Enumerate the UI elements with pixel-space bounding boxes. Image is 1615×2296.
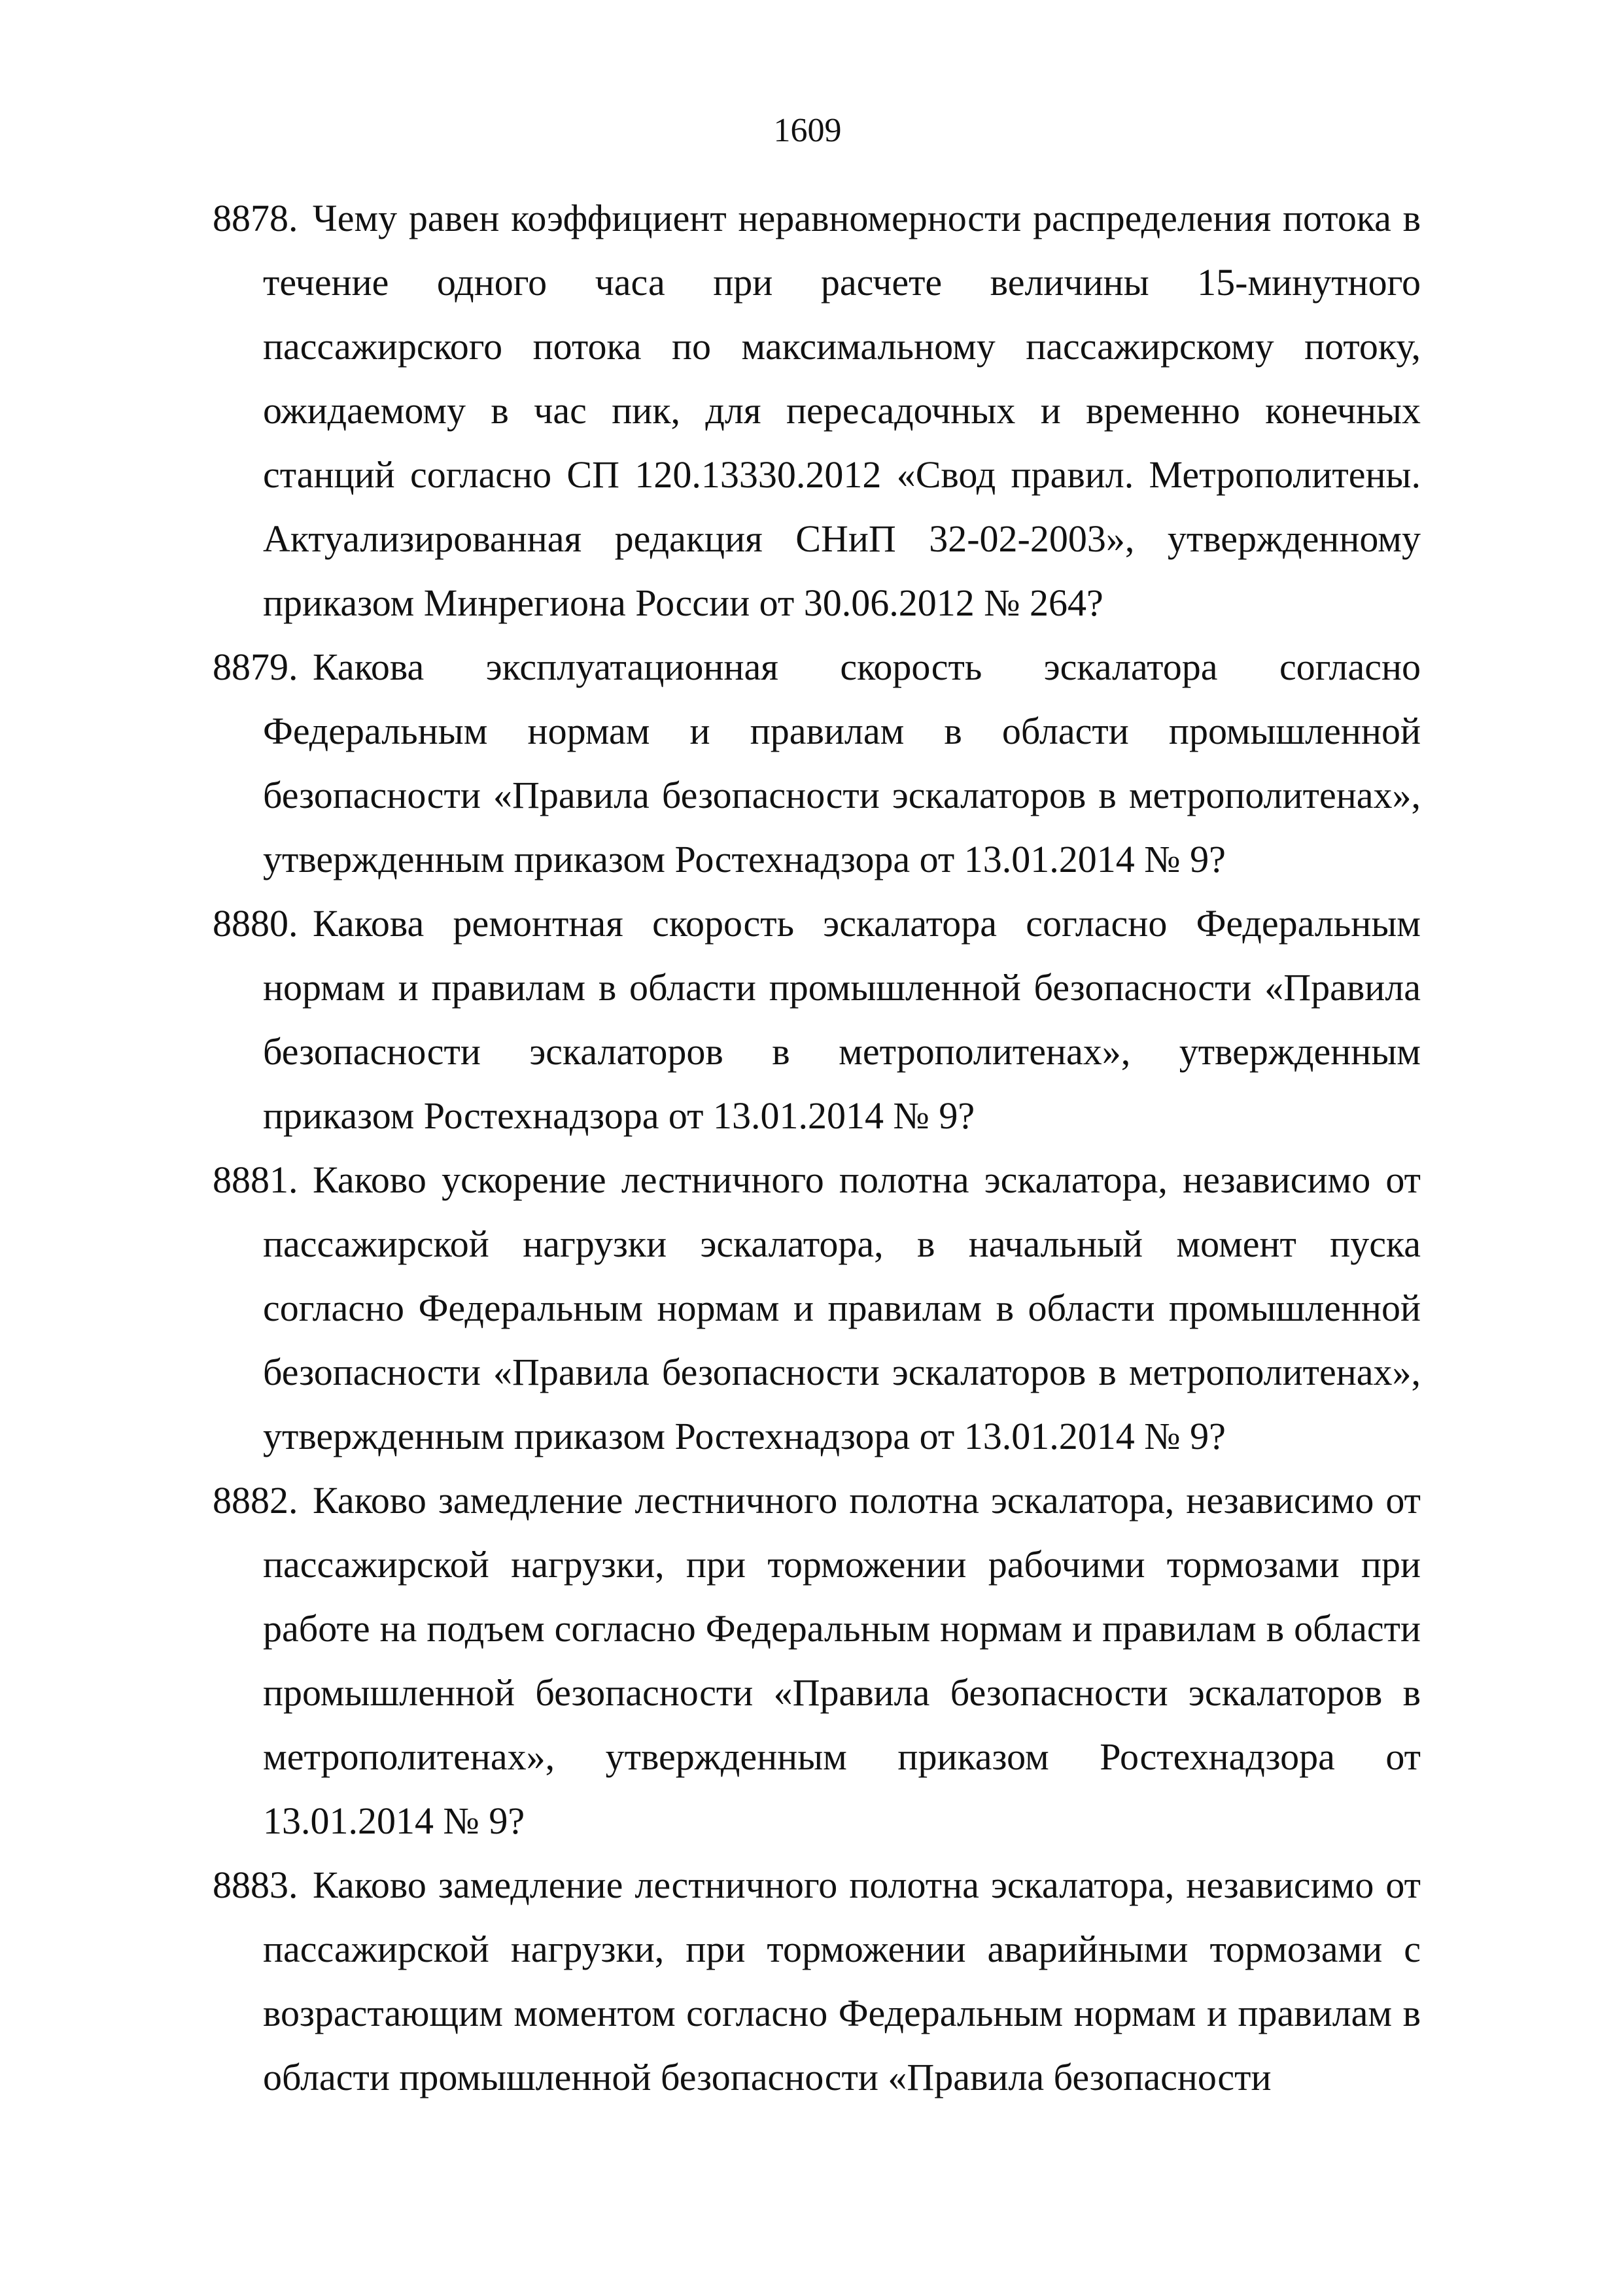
page-number: 1609 — [773, 112, 842, 149]
question-text: Чему равен коэффициент неравномерности распределения потока в течение одного часа при расчете величины 15-минутного пассажирского потока по максимальному пассажирскому потоку, ожидаемому в час пик, для пересадочных и временно конечных станций согласно СП 120.13330.2012 «Свод правил. Метрополитены. Актуализированная редакция СНиП 32-02-2003», утвержденному приказом Минрегиона России от 30.06.2012 № 264? — [263, 197, 1421, 624]
question-number: 8878. — [213, 197, 298, 239]
question-text: Каково замедление лестничного полотна эскалатора, независимо от пассажирской нагрузки, при торможении аварийными тормозами с возрастающим моментом согласно Федеральным нормам и правилам в области промышленной безопасности «Правила безопасности — [263, 1864, 1421, 2098]
question-number: 8881. — [213, 1158, 298, 1201]
question-item-8879 — [0, 635, 1615, 892]
question-number: 8882. — [213, 1479, 298, 1522]
question-list — [0, 186, 1615, 2110]
question-item-8880 — [0, 892, 1615, 1148]
question-item-8882 — [0, 1469, 1615, 1853]
question-text: Какова эксплуатационная скорость эскалатора согласно Федеральным нормам и правилам в области промышленной безопасности «Правила безопасности эскалаторов в метрополитенах», утвержденным приказом Ростехнадзора от 13.01.2014 № 9? — [263, 646, 1421, 880]
question-number: 8879. — [213, 646, 298, 688]
question-item-8881 — [0, 1148, 1615, 1469]
question-item-8883 — [0, 1853, 1615, 2110]
question-number: 8880. — [213, 902, 298, 945]
question-item-8878 — [0, 186, 1615, 635]
question-number: 8883. — [213, 1864, 298, 1906]
question-text: Какова ремонтная скорость эскалатора согласно Федеральным нормам и правилам в области промышленной безопасности «Правила безопасности эскалаторов в метрополитенах», утвержденным приказом Ростехнадзора от 13.01.2014 № 9? — [263, 902, 1421, 1137]
question-text: Каково ускорение лестничного полотна эскалатора, независимо от пассажирской нагрузки эскалатора, в начальный момент пуска согласно Федеральным нормам и правилам в области промышленной безопасности «Правила безопасности эскалаторов в метрополитенах», утвержденным приказом Ростехнадзора от 13.01.2014 № 9? — [263, 1158, 1421, 1457]
question-text: Каково замедление лестничного полотна эскалатора, независимо от пассажирской нагрузки, при торможении рабочими тормозами при работе на подъем согласно Федеральным нормам и правилам в области промышленной безопасности «Правила безопасности эскалаторов в метрополитенах», утвержденным приказом Ростехнадзора от 13.01.2014 № 9? — [263, 1479, 1421, 1842]
